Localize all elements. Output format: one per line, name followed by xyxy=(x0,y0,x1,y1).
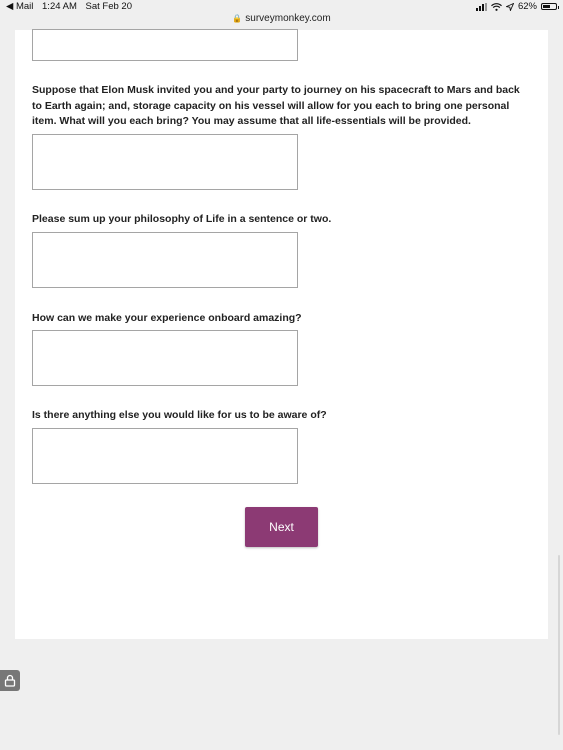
page-scrollbar[interactable] xyxy=(558,555,560,735)
battery-percent: 62% xyxy=(517,1,537,12)
question-experience: How can we make your experience onboard amazing? xyxy=(32,312,302,324)
status-left xyxy=(6,1,138,12)
status-time: 1:24 AM xyxy=(42,1,77,12)
question-philosophy: Please sum up your philosophy of Life in a sentence or two. xyxy=(32,213,332,225)
wifi-icon xyxy=(491,3,502,11)
answer-field-experience[interactable] xyxy=(32,330,298,386)
lock-icon: 🔒 xyxy=(232,14,243,23)
survey-card xyxy=(15,30,548,639)
question-anything-else: Is there anything else you would like for us to be aware of? xyxy=(32,409,327,421)
padlock-icon xyxy=(4,674,16,687)
status-bar xyxy=(0,0,563,14)
back-to-app-link[interactable]: ◀ Mail xyxy=(6,1,34,12)
address-bar[interactable] xyxy=(0,13,563,24)
question-mars-item: Suppose that Elon Musk invited you and your party to journey on his spacecraft to Mars and back to Earth again; and, storage capacity on his vessel will allow for you each to bring one personal item. What will you each bring? You may assume that all life-essentials will be provided. xyxy=(32,84,520,127)
url-text: surveymonkey.com xyxy=(245,13,331,24)
battery-icon xyxy=(541,3,557,10)
lock-button[interactable] xyxy=(0,670,20,691)
cellular-signal-icon xyxy=(476,3,487,11)
next-button[interactable]: Next xyxy=(245,507,318,547)
answer-field-mars-item[interactable] xyxy=(32,134,298,190)
location-arrow-icon xyxy=(506,3,514,11)
answer-field-previous[interactable] xyxy=(32,29,298,61)
status-date: Sat Feb 20 xyxy=(85,1,132,12)
answer-field-philosophy[interactable] xyxy=(32,232,298,288)
answer-field-anything-else[interactable] xyxy=(32,428,298,484)
status-right xyxy=(476,1,557,12)
